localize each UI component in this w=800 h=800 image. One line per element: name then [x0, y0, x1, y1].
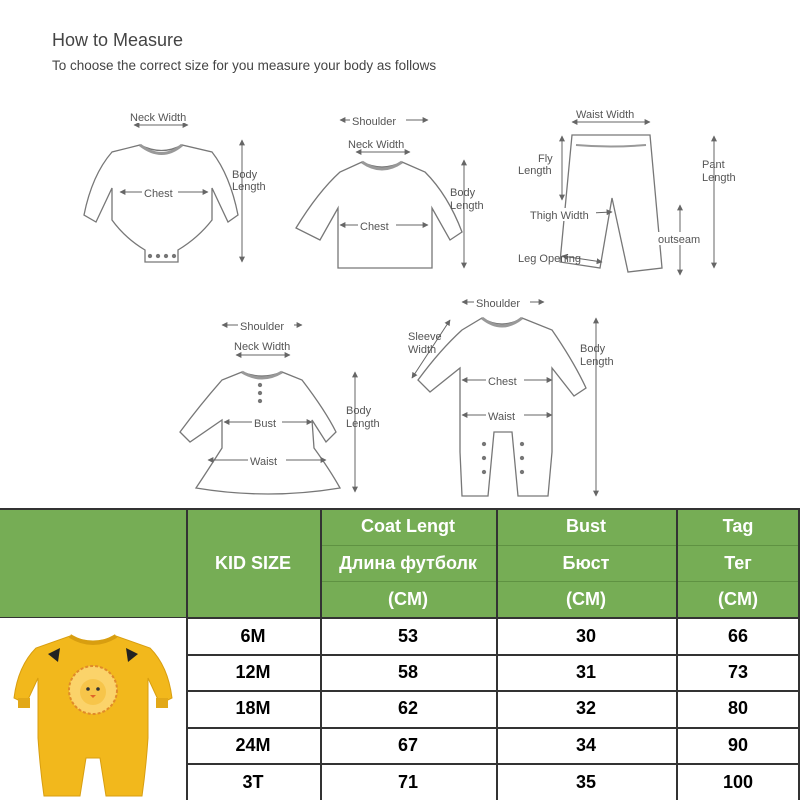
- dress-waist-label: Waist: [250, 456, 278, 468]
- tag-cell: 100: [676, 764, 800, 800]
- page-title: How to Measure: [52, 30, 184, 50]
- pants-fly-length-label: Length: [518, 165, 552, 177]
- coat-length-cell: 67: [320, 727, 496, 764]
- bust-header-en: Bust: [496, 508, 676, 545]
- coat-length-cell: 53: [320, 618, 496, 654]
- grid-line: [186, 763, 800, 765]
- tshirt-shoulder-label: Shoulder: [352, 116, 397, 128]
- grid-line: [496, 508, 498, 800]
- bust-cell: 30: [496, 618, 676, 654]
- bodysuit-diagram: [84, 145, 238, 262]
- pants-waist-width-label: Waist Width: [576, 109, 635, 121]
- tag-cell: 90: [676, 727, 800, 764]
- size-cell: 18M: [186, 690, 320, 727]
- tshirt-body-label: Body: [450, 187, 476, 199]
- bust-cell: 31: [496, 654, 676, 690]
- romper-sleeve-width-label: Width: [408, 344, 437, 356]
- pants-pant-label: Pant: [702, 159, 725, 171]
- product-photo-yellow-romper: [0, 618, 186, 800]
- tshirt-diagram: [296, 162, 462, 268]
- pants-outseam-label: outseam: [658, 234, 701, 246]
- kid-size-header: KID SIZE: [186, 508, 320, 618]
- pants-diagram: [560, 135, 662, 272]
- tag-header-unit: (CM): [676, 581, 800, 618]
- pants-fly-label: Fly: [538, 153, 553, 165]
- dress-neck-width-label: Neck Width: [234, 341, 291, 353]
- bust-header-ru: Бюст: [496, 545, 676, 581]
- romper-shoulder-label: Shoulder: [476, 298, 521, 310]
- page-subtitle: To choose the correct size for you measure your body as follows: [52, 58, 437, 73]
- tshirt-length-label: Length: [450, 200, 484, 212]
- pants-pant-length-label: Length: [702, 172, 736, 184]
- grid-line: [186, 508, 188, 800]
- romper-diagram: [418, 318, 586, 496]
- size-cell: 12M: [186, 654, 320, 690]
- tshirt-neck-width-label: Neck Width: [348, 139, 405, 151]
- bust-header-unit: (CM): [496, 581, 676, 618]
- bust-cell: 32: [496, 690, 676, 727]
- romper-body-label: Body: [580, 343, 606, 355]
- grid-line: [0, 508, 800, 510]
- tag-cell: 66: [676, 618, 800, 654]
- grid-line: [320, 508, 322, 800]
- pants-thigh-width-label: Thigh Width: [530, 210, 589, 222]
- tag-header-ru: Тег: [676, 545, 800, 581]
- dress-diagram: [180, 372, 340, 494]
- coat-length-header-ru: Длина футболк: [320, 545, 496, 581]
- coat-length-cell: 58: [320, 654, 496, 690]
- size-cell: 3T: [186, 764, 320, 800]
- bust-cell: 34: [496, 727, 676, 764]
- coat-length-header-unit: (CM): [320, 581, 496, 618]
- tshirt-chest-label: Chest: [360, 221, 389, 233]
- coat-length-cell: 62: [320, 690, 496, 727]
- pants-leg-opening-label: Leg Opening: [518, 253, 581, 265]
- size-cell: 6M: [186, 618, 320, 654]
- romper-waist-label: Waist: [488, 411, 516, 423]
- grid-line: [186, 690, 800, 692]
- coat-length-header-en: Coat Lengt: [320, 508, 496, 545]
- grid-line: [186, 654, 800, 656]
- romper-chest-label: Chest: [488, 376, 517, 388]
- header-empty-corner: [0, 508, 186, 618]
- romper-sleeve-label: Sleeve: [408, 331, 442, 343]
- bodysuit-length-label: Length: [232, 181, 266, 193]
- romper-length-label: Length: [580, 356, 614, 368]
- tag-header-en: Tag: [676, 508, 800, 545]
- dress-bust-label: Bust: [254, 418, 277, 430]
- bust-cell: 35: [496, 764, 676, 800]
- bodysuit-body-label: Body: [232, 169, 258, 181]
- bodysuit-chest-label: Chest: [144, 188, 173, 200]
- dress-shoulder-label: Shoulder: [240, 321, 285, 333]
- dress-body-label: Body: [346, 405, 372, 417]
- grid-line: [320, 581, 800, 582]
- grid-line: [676, 508, 678, 800]
- tag-cell: 80: [676, 690, 800, 727]
- size-cell: 24M: [186, 727, 320, 764]
- dress-length-label: Length: [346, 418, 380, 430]
- grid-line: [320, 545, 800, 546]
- coat-length-cell: 71: [320, 764, 496, 800]
- grid-line: [186, 727, 800, 729]
- tag-cell: 73: [676, 654, 800, 690]
- bodysuit-neck-width-label: Neck Width: [130, 112, 187, 124]
